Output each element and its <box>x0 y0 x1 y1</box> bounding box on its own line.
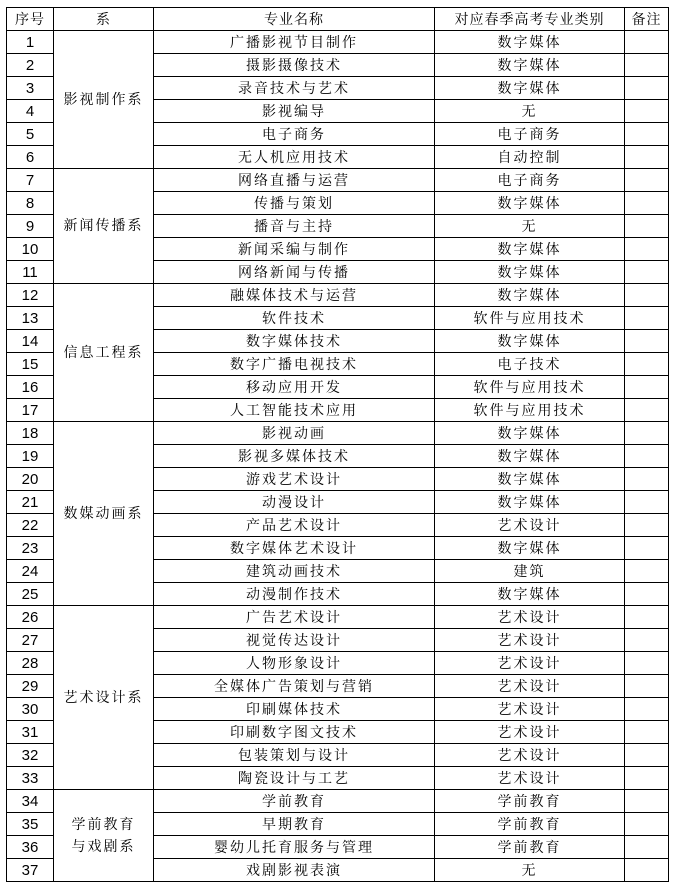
major-name-cell: 摄影摄像技术 <box>154 54 435 77</box>
remarks-cell <box>625 215 669 238</box>
serial-number-cell: 9 <box>7 215 54 238</box>
serial-number-cell: 25 <box>7 583 54 606</box>
serial-number-cell: 6 <box>7 146 54 169</box>
serial-number-cell: 29 <box>7 675 54 698</box>
exam-category-cell: 数字媒体 <box>435 238 625 261</box>
remarks-cell <box>625 744 669 767</box>
remarks-cell <box>625 836 669 859</box>
header-major-name: 专业名称 <box>154 8 435 31</box>
department-cell: 学前教育 与戏剧系 <box>54 790 154 882</box>
serial-number-cell: 35 <box>7 813 54 836</box>
remarks-cell <box>625 284 669 307</box>
major-name-cell: 影视动画 <box>154 422 435 445</box>
serial-number-cell: 5 <box>7 123 54 146</box>
remarks-cell <box>625 859 669 882</box>
major-name-cell: 游戏艺术设计 <box>154 468 435 491</box>
major-name-cell: 印刷媒体技术 <box>154 698 435 721</box>
exam-category-cell: 艺术设计 <box>435 606 625 629</box>
serial-number-cell: 26 <box>7 606 54 629</box>
exam-category-cell: 数字媒体 <box>435 583 625 606</box>
exam-category-cell: 艺术设计 <box>435 652 625 675</box>
remarks-cell <box>625 54 669 77</box>
serial-number-cell: 18 <box>7 422 54 445</box>
major-name-cell: 视觉传达设计 <box>154 629 435 652</box>
serial-number-cell: 20 <box>7 468 54 491</box>
table-row <box>7 422 669 445</box>
header-serial-number: 序号 <box>7 8 54 31</box>
major-name-cell: 人物形象设计 <box>154 652 435 675</box>
serial-number-cell: 34 <box>7 790 54 813</box>
department-cell: 艺术设计系 <box>54 606 154 790</box>
remarks-cell <box>625 445 669 468</box>
exam-category-cell: 艺术设计 <box>435 629 625 652</box>
table-row <box>7 284 669 307</box>
serial-number-cell: 37 <box>7 859 54 882</box>
major-name-cell: 动漫制作技术 <box>154 583 435 606</box>
major-name-cell: 建筑动画技术 <box>154 560 435 583</box>
major-name-cell: 数字广播电视技术 <box>154 353 435 376</box>
serial-number-cell: 3 <box>7 77 54 100</box>
major-name-cell: 录音技术与艺术 <box>154 77 435 100</box>
serial-number-cell: 11 <box>7 261 54 284</box>
exam-category-cell: 无 <box>435 215 625 238</box>
major-name-cell: 广播影视节目制作 <box>154 31 435 54</box>
remarks-cell <box>625 353 669 376</box>
serial-number-cell: 33 <box>7 767 54 790</box>
exam-category-cell: 无 <box>435 100 625 123</box>
major-name-cell: 播音与主持 <box>154 215 435 238</box>
exam-category-cell: 艺术设计 <box>435 514 625 537</box>
major-name-cell: 电子商务 <box>154 123 435 146</box>
remarks-cell <box>625 652 669 675</box>
remarks-cell <box>625 790 669 813</box>
exam-category-cell: 数字媒体 <box>435 445 625 468</box>
exam-category-cell: 数字媒体 <box>435 54 625 77</box>
major-name-cell: 传播与策划 <box>154 192 435 215</box>
exam-category-cell: 数字媒体 <box>435 491 625 514</box>
serial-number-cell: 24 <box>7 560 54 583</box>
major-name-cell: 移动应用开发 <box>154 376 435 399</box>
table-body <box>7 31 669 882</box>
table-row <box>7 606 669 629</box>
serial-number-cell: 7 <box>7 169 54 192</box>
remarks-cell <box>625 514 669 537</box>
department-cell: 数媒动画系 <box>54 422 154 606</box>
department-cell: 信息工程系 <box>54 284 154 422</box>
remarks-cell <box>625 491 669 514</box>
serial-number-cell: 14 <box>7 330 54 353</box>
serial-number-cell: 13 <box>7 307 54 330</box>
major-name-cell: 学前教育 <box>154 790 435 813</box>
exam-category-cell: 软件与应用技术 <box>435 399 625 422</box>
table-row <box>7 31 669 54</box>
serial-number-cell: 8 <box>7 192 54 215</box>
serial-number-cell: 16 <box>7 376 54 399</box>
remarks-cell <box>625 606 669 629</box>
exam-category-cell: 数字媒体 <box>435 77 625 100</box>
serial-number-cell: 23 <box>7 537 54 560</box>
serial-number-cell: 22 <box>7 514 54 537</box>
major-name-cell: 广告艺术设计 <box>154 606 435 629</box>
majors-table <box>6 7 669 882</box>
exam-category-cell: 数字媒体 <box>435 422 625 445</box>
exam-category-cell: 软件与应用技术 <box>435 376 625 399</box>
table-row <box>7 169 669 192</box>
remarks-cell <box>625 123 669 146</box>
major-name-cell: 数字媒体技术 <box>154 330 435 353</box>
serial-number-cell: 10 <box>7 238 54 261</box>
serial-number-cell: 17 <box>7 399 54 422</box>
major-name-cell: 印刷数字图文技术 <box>154 721 435 744</box>
serial-number-cell: 12 <box>7 284 54 307</box>
remarks-cell <box>625 583 669 606</box>
header-remarks: 备注 <box>625 8 669 31</box>
major-name-cell: 全媒体广告策划与营销 <box>154 675 435 698</box>
exam-category-cell: 数字媒体 <box>435 330 625 353</box>
header-row <box>7 8 669 31</box>
remarks-cell <box>625 31 669 54</box>
remarks-cell <box>625 813 669 836</box>
exam-category-cell: 学前教育 <box>435 813 625 836</box>
exam-category-cell: 电子商务 <box>435 169 625 192</box>
remarks-cell <box>625 307 669 330</box>
table-row <box>7 790 669 813</box>
remarks-cell <box>625 422 669 445</box>
serial-number-cell: 27 <box>7 629 54 652</box>
remarks-cell <box>625 169 669 192</box>
remarks-cell <box>625 721 669 744</box>
serial-number-cell: 30 <box>7 698 54 721</box>
major-name-cell: 影视多媒体技术 <box>154 445 435 468</box>
major-name-cell: 人工智能技术应用 <box>154 399 435 422</box>
exam-category-cell: 电子技术 <box>435 353 625 376</box>
exam-category-cell: 数字媒体 <box>435 468 625 491</box>
serial-number-cell: 1 <box>7 31 54 54</box>
serial-number-cell: 36 <box>7 836 54 859</box>
remarks-cell <box>625 330 669 353</box>
remarks-cell <box>625 100 669 123</box>
exam-category-cell: 学前教育 <box>435 836 625 859</box>
major-name-cell: 无人机应用技术 <box>154 146 435 169</box>
remarks-cell <box>625 675 669 698</box>
serial-number-cell: 32 <box>7 744 54 767</box>
major-name-cell: 网络直播与运营 <box>154 169 435 192</box>
exam-category-cell: 自动控制 <box>435 146 625 169</box>
department-cell: 影视制作系 <box>54 31 154 169</box>
exam-category-cell: 艺术设计 <box>435 675 625 698</box>
exam-category-cell: 学前教育 <box>435 790 625 813</box>
major-name-cell: 动漫设计 <box>154 491 435 514</box>
serial-number-cell: 4 <box>7 100 54 123</box>
remarks-cell <box>625 537 669 560</box>
serial-number-cell: 21 <box>7 491 54 514</box>
header-department: 系 <box>54 8 154 31</box>
serial-number-cell: 15 <box>7 353 54 376</box>
serial-number-cell: 31 <box>7 721 54 744</box>
remarks-cell <box>625 767 669 790</box>
exam-category-cell: 电子商务 <box>435 123 625 146</box>
exam-category-cell: 软件与应用技术 <box>435 307 625 330</box>
exam-category-cell: 数字媒体 <box>435 537 625 560</box>
major-name-cell: 婴幼儿托育服务与管理 <box>154 836 435 859</box>
exam-category-cell: 数字媒体 <box>435 192 625 215</box>
department-cell: 新闻传播系 <box>54 169 154 284</box>
major-name-cell: 戏剧影视表演 <box>154 859 435 882</box>
major-name-cell: 数字媒体艺术设计 <box>154 537 435 560</box>
remarks-cell <box>625 77 669 100</box>
exam-category-cell: 数字媒体 <box>435 261 625 284</box>
remarks-cell <box>625 629 669 652</box>
remarks-cell <box>625 698 669 721</box>
remarks-cell <box>625 192 669 215</box>
exam-category-cell: 数字媒体 <box>435 284 625 307</box>
major-name-cell: 融媒体技术与运营 <box>154 284 435 307</box>
exam-category-cell: 艺术设计 <box>435 744 625 767</box>
serial-number-cell: 28 <box>7 652 54 675</box>
major-name-cell: 陶瓷设计与工艺 <box>154 767 435 790</box>
major-name-cell: 早期教育 <box>154 813 435 836</box>
exam-category-cell: 艺术设计 <box>435 698 625 721</box>
remarks-cell <box>625 468 669 491</box>
serial-number-cell: 19 <box>7 445 54 468</box>
major-name-cell: 网络新闻与传播 <box>154 261 435 284</box>
remarks-cell <box>625 238 669 261</box>
exam-category-cell: 建筑 <box>435 560 625 583</box>
major-name-cell: 软件技术 <box>154 307 435 330</box>
remarks-cell <box>625 376 669 399</box>
exam-category-cell: 数字媒体 <box>435 31 625 54</box>
header-exam-category: 对应春季高考专业类别 <box>435 8 625 31</box>
major-name-cell: 包装策划与设计 <box>154 744 435 767</box>
exam-category-cell: 艺术设计 <box>435 767 625 790</box>
remarks-cell <box>625 261 669 284</box>
serial-number-cell: 2 <box>7 54 54 77</box>
exam-category-cell: 艺术设计 <box>435 721 625 744</box>
remarks-cell <box>625 399 669 422</box>
exam-category-cell: 无 <box>435 859 625 882</box>
remarks-cell <box>625 560 669 583</box>
major-name-cell: 新闻采编与制作 <box>154 238 435 261</box>
major-name-cell: 产品艺术设计 <box>154 514 435 537</box>
major-name-cell: 影视编导 <box>154 100 435 123</box>
remarks-cell <box>625 146 669 169</box>
